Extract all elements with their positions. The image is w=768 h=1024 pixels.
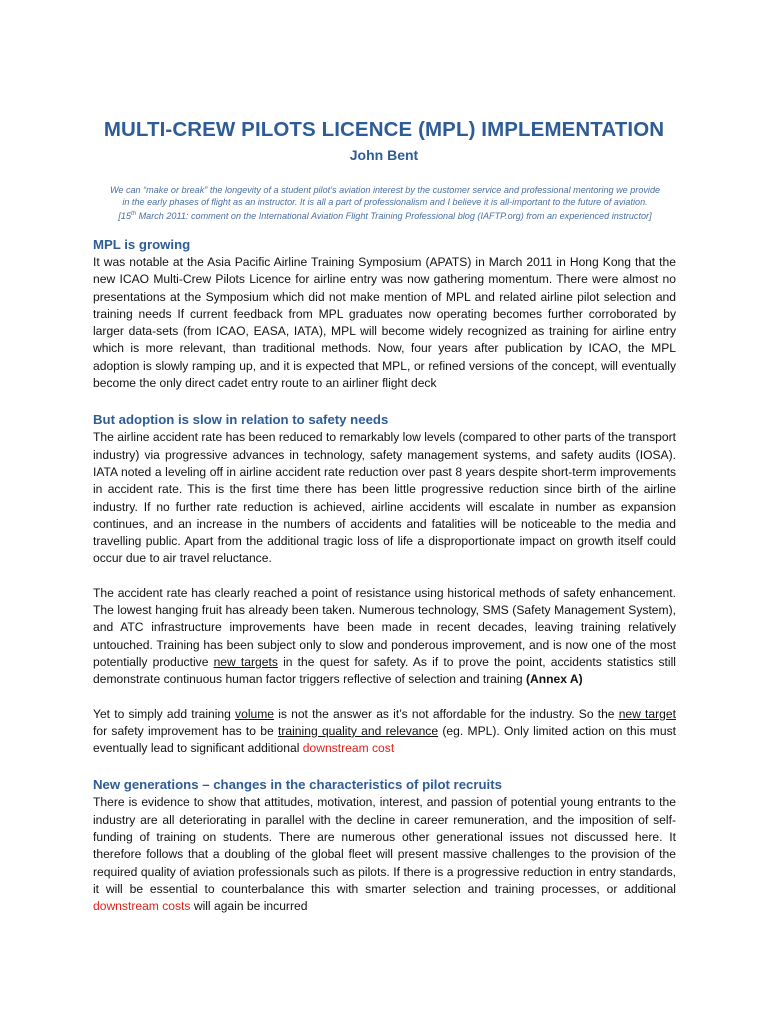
text-run: will again be incurred	[190, 899, 308, 914]
citation-post: March 2011: comment on the International Aviation Flight Training Professional blog (IAFTP.org) from an experienced instructor]	[136, 211, 652, 222]
paragraph	[93, 794, 676, 915]
underlined-phrase: new targets	[213, 654, 278, 669]
text-run: for safety improvement has to be	[93, 723, 278, 738]
section-heading: But adoption is slow in relation to safety needs	[93, 412, 389, 428]
paragraph	[93, 706, 676, 758]
underlined-phrase: volume	[235, 706, 275, 721]
highlighted-phrase: downstream costs	[93, 899, 191, 914]
text-run: The accident rate has clearly reached a point of resistance using historical methods of safety enhancement. The lowest hanging fruit has already been taken. Numerous technology, SMS (Safety Management System), and ATC infrastructure improvements have been made in recent decades, leaving training relatively untouched. Training has been subject only to slow and ponderous improvement, and is now one of the most potentially productive	[93, 585, 676, 669]
paragraph: The airline accident rate has been reduced to remarkably low levels (compared to other parts of the transport industry) via progressive advances in technology, safety management systems, and safety audits (IOSA). IATA noted a leveling off in airline accident rate reduction over past 8 years despite short-term improvements in accident rate. This is the first time there has been little progressive reduction since birth of the airline industry. If no further rate reduction is achieved, airline accidents will escalate in number as expansion continues, and an increase in the numbers of accidents and fatalities will be noticeable to the media and travelling public. Apart from the additional tragic loss of life a disproportionate impact on growth itself could occur due to air travel reluctance.	[93, 430, 676, 566]
annex-reference: (Annex A)	[525, 672, 583, 687]
quote-line: in the early phases of flight as an instructor. It is all a part of professionalism and I believe it is all-important to the future of aviation.	[122, 197, 648, 207]
highlighted-phrase: downstream cost	[302, 741, 395, 756]
text-run: (eg. MPL). Only limited action on this must eventually lead to significant additional	[93, 723, 676, 756]
epigraph-quote	[100, 184, 670, 222]
citation-superscript: th	[131, 211, 137, 217]
quote-citation	[100, 208, 670, 222]
document-body	[93, 236, 676, 916]
text-run: is not the answer as it’s not affordable for the industry. So the	[274, 706, 619, 721]
section-heading: New generations – changes in the characteristics of pilot recruits	[93, 777, 502, 793]
paragraph: It was notable at the Asia Pacific Airline Training Symposium (APATS) in March 2011 in Hong Kong that the new ICAO Multi-Crew Pilots Licence for airline entry was now gathering momentum. There were almost no presentations at the Symposium which did not make mention of MPL and related airline pilot selection and training needs If current feedback from MPL graduates now operating becomes further corroborated by larger data-sets (from ICAO, EASA, IATA), MPL will become widely recognized as training for airline entry which is more relevant, than traditional methods. Now, four years after publication by ICAO, the MPL adoption is slowly ramping up, and it is expected that MPL, or refined versions of the concept, will eventually become the only direct cadet entry route to an airliner flight deck	[93, 255, 676, 391]
text-run: Yet to simply add training	[93, 706, 236, 721]
document-title: MULTI-CREW PILOTS LICENCE (MPL) IMPLEMENTATION	[103, 118, 665, 141]
underlined-phrase: new target	[618, 706, 676, 721]
paragraph	[93, 585, 676, 689]
section-heading: MPL is growing	[93, 237, 191, 252]
quote-line: We can “make or break” the longevity of a student pilot’s aviation interest by the customer service and professional mentoring we provide	[109, 185, 661, 195]
author-name: John Bent	[349, 147, 419, 163]
underlined-phrase: training quality and relevance	[278, 723, 439, 738]
text-run: There is evidence to show that attitudes, motivation, interest, and passion of potential young entrants to the industry are all deteriorating in parallel with the decline in career remuneration, and the imposition of self-funding of training on students. There are numerous other generational issues not discussed here. It therefore follows that a doubling of the global fleet will present massive challenges to the provision of the required quality of aviation professionals such as pilots. If there is a progressive reduction in entry standards, it will be essential to counterbalance this with smarter selection and training processes, or additional	[93, 795, 676, 896]
citation-pre: [15	[118, 211, 132, 222]
text-run: in the quest for safety. As if to prove the point, accidents statistics still demonstrate continuous human factor triggers reflective of selection and training	[93, 654, 676, 687]
